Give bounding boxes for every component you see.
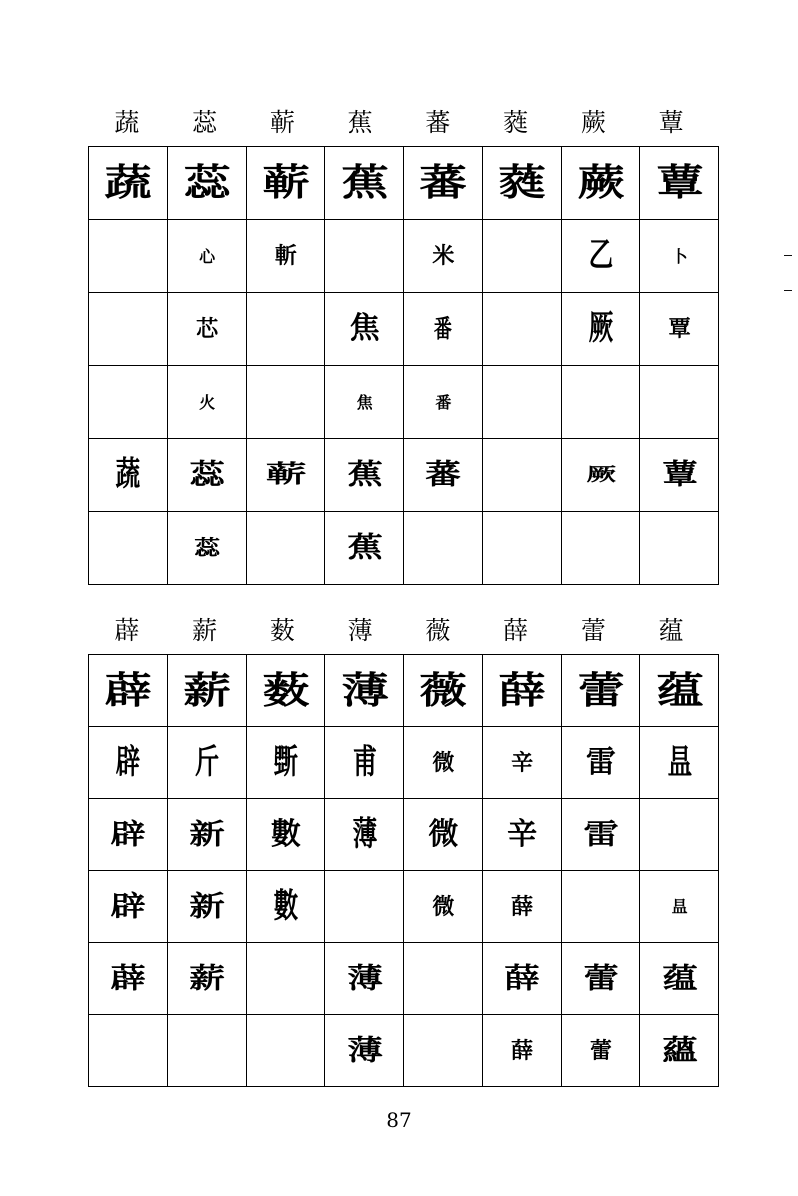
table-2-cell-r3c5 — [404, 799, 483, 871]
table-1-cell-r3c2 — [167, 293, 246, 366]
seal-glyph: 斤 — [194, 742, 219, 782]
seal-glyph: 芯 — [196, 316, 218, 342]
seal-glyph: 薮 — [262, 668, 309, 712]
table-2-cell-r4c2 — [167, 871, 246, 943]
table-1-header-cell-3: 蕲 — [269, 108, 295, 137]
seal-glyph: 薛 — [504, 961, 539, 995]
table-row — [89, 293, 719, 366]
seal-glyph: 斬 — [274, 243, 296, 269]
table-2-cell-r5c6 — [482, 943, 561, 1015]
seal-glyph: 薄 — [352, 814, 377, 854]
table-2-cell-r5c4 — [325, 943, 404, 1015]
table-1-cell-r4c7 — [561, 366, 640, 439]
table-row — [89, 1015, 719, 1087]
seal-glyph: 薪 — [189, 961, 224, 995]
seal-glyph: 蕴 — [656, 668, 703, 712]
seal-glyph: 辛 — [507, 816, 537, 852]
table-2-cell-r1c6 — [482, 655, 561, 727]
seal-glyph: 蔬 — [115, 454, 140, 495]
table-1-cell-r5c2 — [167, 439, 246, 512]
table-2-cell-r2c2 — [167, 727, 246, 799]
seal-glyph: 焦 — [349, 311, 379, 346]
table-1-cell-r1c8 — [640, 147, 719, 220]
table-1-cell-r4c8 — [640, 366, 719, 439]
table-2-cell-r1c1 — [89, 655, 168, 727]
table-1-cell-r6c8 — [640, 512, 719, 585]
table-2-header-cell-7: 蕾 — [580, 616, 606, 645]
table-1-cell-r5c5 — [404, 439, 483, 512]
table-1-cell-r2c2 — [167, 220, 246, 293]
seal-glyph: 卜 — [671, 246, 687, 266]
table-2-header-cell-6: 薛 — [503, 616, 529, 645]
table-1-cell-r4c5 — [404, 366, 483, 439]
seal-glyph: 昷 — [667, 742, 692, 782]
table-2-cell-r2c5 — [404, 727, 483, 799]
table-2-cell-r5c1 — [89, 943, 168, 1015]
seal-glyph: 覃 — [668, 316, 690, 342]
table-2-cell-r6c4 — [325, 1015, 404, 1087]
table-1-cell-r2c6 — [482, 220, 561, 293]
seal-glyph: 番 — [434, 314, 452, 344]
seal-glyph: 蕤 — [498, 160, 545, 205]
seal-glyph: 斲 — [273, 742, 298, 782]
table-1-cell-r4c3 — [246, 366, 325, 439]
table-row — [89, 147, 719, 220]
seal-glyph: 微 — [432, 749, 454, 776]
scan-edge-mark-1 — [784, 255, 792, 256]
table-1-cell-r2c8 — [640, 220, 719, 293]
table-1-cell-r5c7 — [561, 439, 640, 512]
table-2-header-cell-2: 薪 — [192, 616, 218, 645]
table-1-header-cell-5: 蕃 — [425, 108, 451, 137]
seal-glyph: 蕾 — [589, 1037, 611, 1064]
seal-glyph: 數 — [273, 886, 298, 926]
table-1-header-cell-1: 蔬 — [114, 108, 140, 137]
seal-glyph: 微 — [432, 893, 454, 920]
seal-glyph: 薜 — [104, 668, 151, 712]
table-1-cell-r5c3 — [246, 439, 325, 512]
table-1-cell-r3c3 — [246, 293, 325, 366]
table-1-cell-r1c7 — [561, 147, 640, 220]
table-1-cell-r1c5 — [404, 147, 483, 220]
seal-glyph: 蕈 — [662, 458, 697, 491]
seal-glyph: 薄 — [347, 961, 382, 995]
table-1-cell-r6c3 — [246, 512, 325, 585]
table-1-header-cell-2: 蕊 — [192, 108, 218, 137]
table-1-cell-r2c4 — [325, 220, 404, 293]
table-2-cell-r2c1 — [89, 727, 168, 799]
table-1-cell-r5c6 — [482, 439, 561, 512]
seal-glyph: 蕲 — [265, 460, 305, 489]
table-2-cell-r2c6 — [482, 727, 561, 799]
seal-glyph: 厥 — [588, 308, 613, 349]
seal-glyph: 昷 — [671, 897, 687, 916]
table-1-cell-r6c7 — [561, 512, 640, 585]
seal-glyph: 雷 — [585, 744, 615, 780]
table-2-cell-r4c7 — [561, 871, 640, 943]
table-2-cell-r6c1 — [89, 1015, 168, 1087]
seal-glyph: 蕊 — [189, 458, 224, 491]
seal-glyph: 蕈 — [656, 160, 703, 205]
table-1-cell-r2c7 — [561, 220, 640, 293]
seal-glyph: 乙 — [588, 235, 613, 276]
table-1-cell-r3c5 — [404, 293, 483, 366]
table-2-cell-r3c7 — [561, 799, 640, 871]
table-1-cell-r6c5 — [404, 512, 483, 585]
table-1-header-cell-8: 蕈 — [658, 108, 684, 137]
seal-glyph: 蕃 — [425, 458, 460, 491]
table-2-cell-r2c7 — [561, 727, 640, 799]
table-1-cell-r1c4 — [325, 147, 404, 220]
table-2-cell-r1c4 — [325, 655, 404, 727]
seal-glyph: 焦 — [356, 392, 372, 412]
table-2-cell-r5c2 — [167, 943, 246, 1015]
seal-glyph: 甫 — [352, 742, 377, 782]
seal-glyph: 蕉 — [347, 458, 382, 491]
table-row — [89, 799, 719, 871]
table-2-header-cell-3: 薮 — [269, 616, 295, 645]
table-row — [89, 655, 719, 727]
seal-glyph: 薄 — [341, 668, 388, 712]
table-1-cell-r4c1 — [89, 366, 168, 439]
seal-glyph: 心 — [199, 246, 215, 266]
seal-glyph: 蕴 — [662, 961, 697, 995]
table-1-cell-r5c8 — [640, 439, 719, 512]
table-2-cell-r3c2 — [167, 799, 246, 871]
table-2-cell-r6c3 — [246, 1015, 325, 1087]
seal-glyph: 辟 — [115, 742, 140, 782]
table-1-cell-r6c6 — [482, 512, 561, 585]
table-1-cell-r6c2 — [167, 512, 246, 585]
table-2-cell-r2c3 — [246, 727, 325, 799]
seal-glyph: 數 — [270, 816, 300, 852]
seal-glyph: 火 — [199, 392, 215, 412]
seal-glyph: 辟 — [110, 889, 145, 923]
seal-glyph: 蔬 — [104, 160, 151, 205]
table-1-cell-r3c1 — [89, 293, 168, 366]
table-2-cell-r3c6 — [482, 799, 561, 871]
table-1-header-cell-4: 蕉 — [347, 108, 373, 137]
table-1-cell-r4c6 — [482, 366, 561, 439]
table-2-cell-r3c8 — [640, 799, 719, 871]
table-1-cell-r3c8 — [640, 293, 719, 366]
table-2-cell-r1c5 — [404, 655, 483, 727]
seal-glyph: 薛 — [511, 893, 533, 920]
table-1-header-cell-7: 蕨 — [580, 108, 606, 137]
table-2-grid — [88, 654, 719, 1087]
table-2-cell-r5c8 — [640, 943, 719, 1015]
seal-glyph: 蕊 — [183, 160, 230, 205]
seal-glyph: 蕾 — [583, 961, 618, 995]
table-1-header-cell-6: 蕤 — [503, 108, 529, 137]
page-number: 87 — [386, 1108, 412, 1132]
table-row — [89, 871, 719, 943]
table-2-cell-r5c7 — [561, 943, 640, 1015]
seal-glyph: 薪 — [183, 668, 230, 712]
table-1-cell-r2c5 — [404, 220, 483, 293]
table-1-cell-r4c2 — [167, 366, 246, 439]
table-row — [89, 439, 719, 512]
seal-script-table-1 — [88, 100, 710, 585]
table-2-cell-r6c2 — [167, 1015, 246, 1087]
seal-glyph: 新 — [189, 889, 224, 923]
table-2-cell-r2c8 — [640, 727, 719, 799]
table-1-cell-r3c6 — [482, 293, 561, 366]
seal-glyph: 微 — [428, 816, 458, 852]
seal-glyph: 蘊 — [662, 1033, 697, 1067]
table-2-cell-r6c7 — [561, 1015, 640, 1087]
table-2-header-cell-8: 蕴 — [658, 616, 684, 645]
table-1-cell-r1c6 — [482, 147, 561, 220]
seal-glyph: 薇 — [419, 668, 466, 712]
table-2-cell-r5c5 — [404, 943, 483, 1015]
seal-glyph: 薛 — [498, 668, 545, 712]
table-1-cell-r5c1 — [89, 439, 168, 512]
seal-glyph: 米 — [432, 243, 454, 269]
table-1-cell-r5c4 — [325, 439, 404, 512]
table-2-cell-r4c5 — [404, 871, 483, 943]
table-1-cell-r6c1 — [89, 512, 168, 585]
seal-glyph: 蕉 — [347, 531, 382, 564]
table-2-header-cell-1: 薜 — [114, 616, 140, 645]
table-1-cell-r6c4 — [325, 512, 404, 585]
table-row — [89, 727, 719, 799]
table-2-cell-r6c8 — [640, 1015, 719, 1087]
table-2-cell-r6c6 — [482, 1015, 561, 1087]
table-2-cell-r1c8 — [640, 655, 719, 727]
seal-glyph: 薄 — [347, 1033, 382, 1067]
table-1-cell-r4c4 — [325, 366, 404, 439]
seal-glyph: 雷 — [583, 817, 618, 851]
table-2-cell-r4c1 — [89, 871, 168, 943]
table-2-header-cell-5: 薇 — [425, 616, 451, 645]
table-row — [89, 220, 719, 293]
table-row — [89, 943, 719, 1015]
table-2-cell-r3c3 — [246, 799, 325, 871]
table-2-cell-r6c5 — [404, 1015, 483, 1087]
table-2-cell-r2c4 — [325, 727, 404, 799]
table-2-cell-r4c8 — [640, 871, 719, 943]
seal-glyph: 辟 — [110, 817, 145, 851]
table-1-cell-r3c7 — [561, 293, 640, 366]
table-1-cell-r1c1 — [89, 147, 168, 220]
table-2-header-cell-4: 薄 — [347, 616, 373, 645]
scan-edge-mark-2 — [784, 290, 792, 291]
table-2-cell-r3c4 — [325, 799, 404, 871]
seal-glyph: 蕨 — [577, 160, 624, 205]
seal-glyph: 蕲 — [262, 160, 309, 205]
table-1-cell-r2c3 — [246, 220, 325, 293]
table-2-cell-r5c3 — [246, 943, 325, 1015]
table-2-cell-r1c3 — [246, 655, 325, 727]
table-1-header-row — [88, 100, 710, 146]
table-2-cell-r4c4 — [325, 871, 404, 943]
seal-glyph: 蕾 — [577, 668, 624, 712]
table-2-cell-r3c1 — [89, 799, 168, 871]
table-1-cell-r2c1 — [89, 220, 168, 293]
seal-glyph: 厥 — [586, 464, 615, 486]
seal-glyph: 新 — [189, 817, 224, 851]
table-1-grid — [88, 146, 719, 585]
table-1-cell-r1c3 — [246, 147, 325, 220]
table-1-cell-r1c2 — [167, 147, 246, 220]
table-2-cell-r4c3 — [246, 871, 325, 943]
seal-glyph: 薛 — [511, 1037, 533, 1064]
seal-glyph: 薜 — [110, 961, 145, 995]
table-2-cell-r4c6 — [482, 871, 561, 943]
table-row — [89, 512, 719, 585]
table-2-cell-r1c7 — [561, 655, 640, 727]
seal-glyph: 蕉 — [341, 160, 388, 205]
seal-glyph: 蕃 — [419, 160, 466, 205]
seal-script-table-2 — [88, 608, 710, 1087]
table-1-cell-r3c4 — [325, 293, 404, 366]
seal-glyph: 番 — [435, 392, 451, 412]
seal-glyph: 辛 — [511, 749, 533, 776]
table-2-header-row — [88, 608, 710, 654]
table-2-cell-r1c2 — [167, 655, 246, 727]
seal-glyph: 蕊 — [194, 536, 220, 560]
table-row — [89, 366, 719, 439]
